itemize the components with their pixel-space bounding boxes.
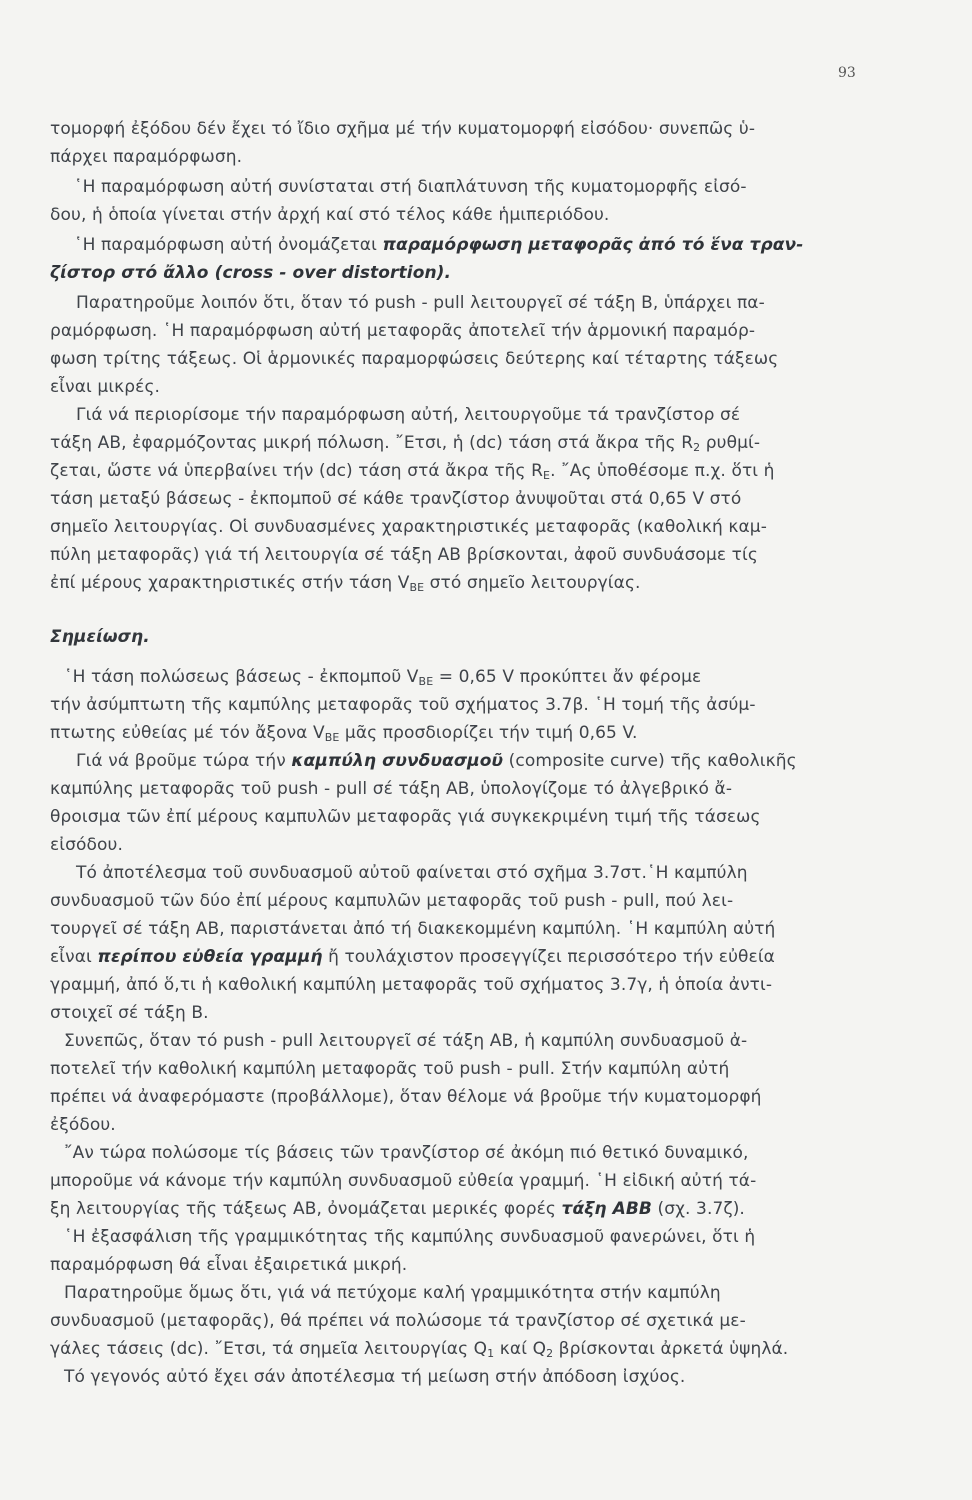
text-line: Παρατηροῦμε λοιπόν ὅτι, ὅταν τό push - pull λειτουργεῖ σέ τάξη Β, ὑπάρχει πα- (76, 293, 765, 313)
text-line: συνδυασμοῦ (μεταφορᾶς), θά πρέπει νά πολώσομε τά τρανζίστορ σέ σχετικά με- (50, 1311, 746, 1331)
text-line: μποροῦμε νά κάνομε τήν καμπύλη συνδυασμοῦ εὐθεία γραμμή. ῾Η εἰδική αὐτή τά- (50, 1171, 757, 1191)
text-line (50, 260, 451, 286)
text-line: πτωτης εὐθείας μέ τόν ἄξονα $V_{BE}$ μᾶς προσδιορίζει τήν τιμή 0,65 V. (50, 723, 638, 744)
text-line: γραμμή, ἀπό ὅ,τι ἡ καθολική καμπύλη μεταφορᾶς τοῦ σχήματος 3.7γ, ἡ ὁποία ἀντι- (50, 975, 773, 995)
text-line: ξη λειτουργίας τῆς τάξεως ΑΒ, ὀνομάζεται μερικές φορές τάξη ΑΒΒ (σχ. 3.7ζ). (50, 1199, 745, 1219)
text-line: τάξη ΑΒ, ἐφαρμόζοντας μικρή πόλωση. ῎Ετσι, ἡ (dc) τάση στά ἄκρα τῆς $R_2$ ρυθμί- (50, 433, 761, 454)
emphasis-term: περίπου εὐθεία γραμμή (97, 947, 323, 967)
text-line: Γιά νά βροῦμε τώρα τήν καμπύλη συνδυασμοῦ (composite curve) τῆς καθολικῆς (76, 751, 797, 771)
emphasis-term: τάξη ΑΒΒ (561, 1199, 652, 1219)
text-line: ῾Η παραμόρφωση αὐτή ὀνομάζεται παραμόρφωση μεταφορᾶς ἀπό τό ἕνα τραν- (74, 235, 804, 255)
text-line: Τό ἀποτέλεσμα τοῦ συνδυασμοῦ αὐτοῦ φαίνεται στό σχῆμα 3.7στ.῾Η καμπύλη (76, 863, 748, 883)
text-line: πύλη μεταφορᾶς) γιά τή λειτουργία σέ τάξη ΑΒ βρίσκονται, ἀφοῦ συνδυάσομε τίς (50, 545, 758, 565)
text-line: στοιχεῖ σέ τάξη Β. (50, 1003, 209, 1023)
text-line: σημεῖο λειτουργίας. Οἱ συνδυασμένες χαρακτηριστικές μεταφορᾶς (καθολική καμ- (50, 517, 767, 537)
text-line: ῾Η ἐξασφάλιση τῆς γραμμικότητας τῆς καμπύλης συνδυασμοῦ φανερώνει, ὅτι ἡ (64, 1227, 756, 1247)
text-line: Συνεπῶς, ὅταν τό push - pull λειτουργεῖ σέ τάξη ΑΒ, ἡ καμπύλη συνδυασμοῦ ἀ- (64, 1031, 748, 1051)
text-line: εἶναι μικρές. (50, 377, 161, 397)
text-line: τουργεῖ σέ τάξη ΑΒ, παριστάνεται ἀπό τή διακεκομμένη καμπύλη. ῾Η καμπύλη αὐτή (50, 919, 776, 939)
text-line: ῾Η τάση πολώσεως βάσεως - ἐκπομποῦ $V_{BE} = 0,65$ V προκύπτει ἄν φέρομε (64, 667, 702, 688)
text-line: παραμόρφωση θά εἶναι ἐξαιρετικά μικρή. (50, 1255, 408, 1275)
text-line: θροισμα τῶν ἐπί μέρους καμπυλῶν μεταφορᾶς γιά συγκεκριμένη τιμή τῆς τάσεως (50, 807, 761, 827)
text-line: συνδυασμοῦ τῶν δύο ἐπί μέρους καμπυλῶν μεταφορᾶς τοῦ push - pull, πού λει- (50, 891, 734, 911)
emphasis-term: ζίστορ στό ἄλλο (cross - over distortion). (50, 263, 452, 283)
text-line: Παρατηροῦμε ὅμως ὅτι, γιά νά πετύχομε καλή γραμμικότητα στήν καμπύλη (64, 1283, 721, 1303)
text-line: Γιά νά περιορίσομε τήν παραμόρφωση αὐτή, λειτουργοῦμε τά τρανζίστορ σέ (76, 405, 741, 425)
text-line: φωση τρίτης τάξεως. Οἱ ἁρμονικές παραμορφώσεις δεύτερης καί τέταρτης τάξεως (50, 349, 779, 369)
text-line: πρέπει νά ἀναφερόμαστε (προβάλλομε), ὅταν θέλομε νά βροῦμε τήν κυματομορφή (50, 1087, 762, 1107)
text-line: Τό γεγονός αὐτό ἔχει σάν ἀποτέλεσμα τή μείωση στήν ἀπόδοση ἰσχύος. (64, 1367, 686, 1387)
text-line: καμπύλης μεταφορᾶς τοῦ push - pull σέ τάξη ΑΒ, ὑπολογίζομε τό ἀλγεβρικό ἄ- (50, 779, 733, 799)
text-line: τήν ἀσύμπτωτη τῆς καμπύλης μεταφορᾶς τοῦ σχήματος 3.7β. ῾Η τομή τῆς ἀσύμ- (50, 695, 756, 715)
text-line: ἐξόδου. (50, 1115, 116, 1135)
text-line: δου, ἡ ὁποία γίνεται στήν ἀρχή καί στό τέλος κάθε ἡμιπεριόδου. (50, 205, 610, 225)
note-heading: Σημείωση. (50, 627, 150, 647)
emphasis-term: παραμόρφωση μεταφορᾶς ἀπό τό ἕνα τραν- (382, 235, 804, 255)
text-line: ζεται, ὥστε νά ὑπερβαίνει τήν (dc) τάση στά ἄκρα τῆς $R_E$. ῎Ας ὑποθέσομε π.χ. ὅτι ἡ (50, 461, 775, 482)
text-line: εἰσόδου. (50, 835, 123, 855)
text-line: ραμόρφωση. ῾Η παραμόρφωση αὐτή μεταφορᾶς ἀποτελεῖ τήν ἁρμονική παραμόρ- (50, 321, 756, 341)
text-line: ῾Η παραμόρφωση αὐτή συνίσταται στή διαπλάτυνση τῆς κυματομορφῆς εἰσό- (74, 177, 747, 197)
page-number: 93 (838, 65, 856, 81)
text-line: ποτελεῖ τήν καθολική καμπύλη μεταφορᾶς τοῦ push - pull. Στήν καμπύλη αὐτή (50, 1059, 730, 1079)
text-line: πάρχει παραμόρφωση. (50, 147, 243, 167)
text-line: γάλες τάσεις (dc). ῎Ετσι, τά σημεῖα λειτουργίας $Q_1$ καί $Q_2$ βρίσκονται ἀρκετά ὑψηλά. (50, 1339, 789, 1360)
text-line: τομορφή ἐξόδου δέν ἔχει τό ἴδιο σχῆμα μέ τήν κυματομορφή εἰσόδου· συνεπῶς ὑ- (50, 119, 756, 139)
text-line: ῎Αν τώρα πολώσομε τίς βάσεις τῶν τρανζίστορ σέ ἀκόμη πιό θετικό δυναμικό, (64, 1143, 749, 1163)
text-line: τάση μεταξύ βάσεως - ἐκπομποῦ σέ κάθε τρανζίστορ ἀνυψοῦται στά 0,65 V στό (50, 489, 742, 509)
text-line: ἐπί μέρους χαρακτηριστικές στήν τάση $V_{BE}$ στό σημεῖο λειτουργίας. (50, 573, 641, 594)
text-line: εἶναι περίπου εὐθεία γραμμή ἤ τουλάχιστον προσεγγίζει περισσότερο τήν εὐθεία (50, 947, 775, 967)
emphasis-term: καμπύλη συνδυασμοῦ (291, 751, 504, 771)
